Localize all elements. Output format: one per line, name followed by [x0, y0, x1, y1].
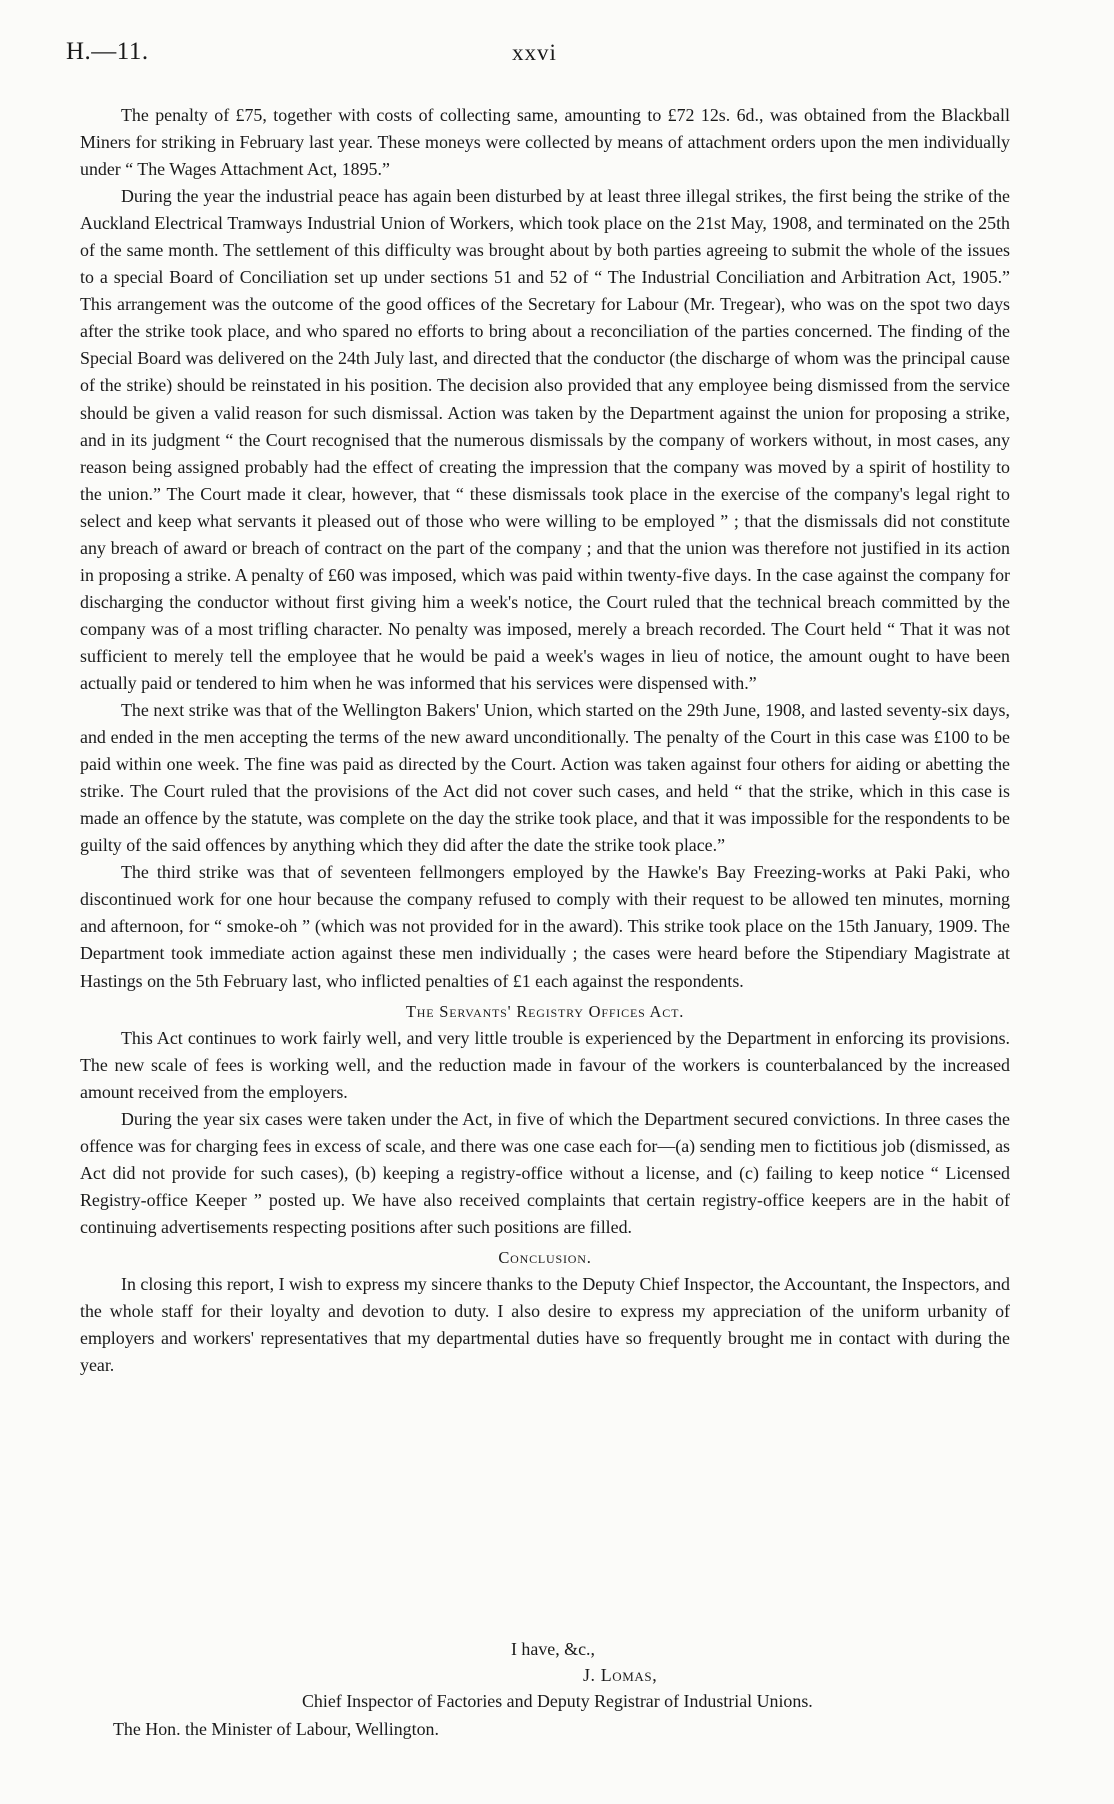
report-code: H.—11.	[66, 38, 149, 65]
page-number: xxvi	[512, 40, 557, 65]
signatory-title: Chief Inspector of Factories and Deputy Registrar of Industrial Unions.	[302, 1691, 813, 1711]
paragraph-fellmongers-strike: The third strike was that of seventeen fellmongers employed by the Hawke's Bay Freezing-works at Paki Paki, who discontinued work for one hour because the company refused to comply with their request to be allowed ten minutes, morning and afternoon, for “ smoke-oh ” (which was not provided for in the award). This strike took place on the 15th January, 1909. The Department took immediate action against these men individually ; the cases were heard before the Stipendiary Magistrate at Hastings on the 5th February last, who inflicted penalties of £1 each against the respondents.	[80, 862, 1010, 991]
salutation: I have, &c.,	[511, 1639, 595, 1659]
paragraph-tramways-strike: During the year the industrial peace has again been disturbed by at least three illegal strikes, the first being the strike of the Auckland Electrical Tramways Industrial Union of Workers, which took place on the 21st May, 1908, and terminated on the 25th of the same month. The settlement of this difficulty was brought about by both parties agreeing to submit the whole of the issues to a special Board of Conciliation set up under sections 51 and 52 of “ The Industrial Conciliation and Arbitration Act, 1905.” This arrangement was the outcome of the good offices of the Secretary for Labour (Mr. Tregear), who was on the spot two days after the strike took place, and who spared no efforts to bring about a reconciliation of the parties concerned. The finding of the Special Board was delivered on the 24th July last, and directed that the conductor (the discharge of whom was the principal cause of the strike) should be reinstated in his position. The decision also provided that any employee being dismissed from the service should be given a valid reason for such dismissal. Action was taken by the Department against the union for proposing a strike, and in its judgment “ the Court recognised that the numerous dismissals by the company of workers without, in most cases, any reason being assigned probably had the effect of creating the impression that the company was moved by a spirit of hostility to the union.” The Court made it clear, however, that “ these dismissals took place in the exercise of the company's legal right to select and keep what servants it pleased out of those who were willing to be employed ” ; that the dismissals did not constitute any breach of award or breach of contract on the part of the company ; and that the union was therefore not justified in its action in proposing a strike. A penalty of £60 was imposed, which was paid within twenty-five days. In the case against the company for discharging the conductor without first giving him a week's notice, the Court ruled that the technical breach committed by the company was of a most trifling character. No penalty was imposed, merely a breach recorded. The Court held “ That it was not sufficient to merely tell the employee that he would be paid a week's wages in lieu of notice, the amount ought to have been actually paid or tendered to him when he was informed that his services were dispensed with.”	[80, 186, 1010, 693]
paragraph-conclusion: In closing this report, I wish to express my sincere thanks to the Deputy Chief Inspector, the Accountant, the Inspectors, and the whole staff for their loyalty and devotion to duty. I also desire to express my appreciation of the uniform urbanity of employers and workers' representatives that my departmental duties have so frequently brought me in contact with during the year.	[80, 1273, 1010, 1376]
report-body	[80, 102, 1010, 1379]
section-heading-registry-act: The Servants' Registry Offices Act.	[405, 1001, 685, 1021]
section-heading-conclusion: Conclusion.	[498, 1247, 592, 1267]
paragraph-registry-act-2: During the year six cases were taken under the Act, in five of which the Department secured convictions. In three cases the offence was for charging fees in excess of scale, and there was one case each for—(a) sending men to fictitious job (dismissed, as Act did not provide for such cases), (b) keeping a registry-office without a license, and (c) failing to keep notice “ Licensed Registry-office Keeper ” posted up. We have also received complaints that certain registry-office keepers are in the habit of continuing advertisements respecting positions after such positions are filled.	[80, 1108, 1010, 1237]
paragraph-registry-act-1: This Act continues to work fairly well, and very little trouble is experienced by the Department in enforcing its provisions. The new scale of fees is working well, and the reduction made in favour of the workers is counterbalanced by the increased amount received from the employers.	[80, 1027, 1010, 1102]
signatory-name: J. Lomas,	[583, 1665, 658, 1685]
paragraph-bakers-strike: The next strike was that of the Wellington Bakers' Union, which started on the 29th June, 1908, and lasted seventy-six days, and ended in the men accepting the terms of the new award unconditionally. The penalty of the Court in this case was £100 to be paid within one week. The fine was paid as directed by the Court. Action was taken against four others for aiding or abetting the strike. The Court ruled that the provisions of the Act did not cover such cases, and held “ that the strike, which in this case is made an offence by the statute, was complete on the day the strike took place, and that it was impossible for the respondents to be guilty of the said offences by anything which they did after the date the strike took place.”	[80, 700, 1010, 856]
addressee: The Hon. the Minister of Labour, Wellington.	[113, 1719, 439, 1739]
paragraph-penalty-blackball: The penalty of £75, together with costs of collecting same, amounting to £72 12s. 6d., was obtained from the Blackball Miners for striking in February last year. These moneys were collected by means of attachment orders upon the men individually under “ The Wages Attachment Act, 1895.”	[80, 105, 1010, 180]
